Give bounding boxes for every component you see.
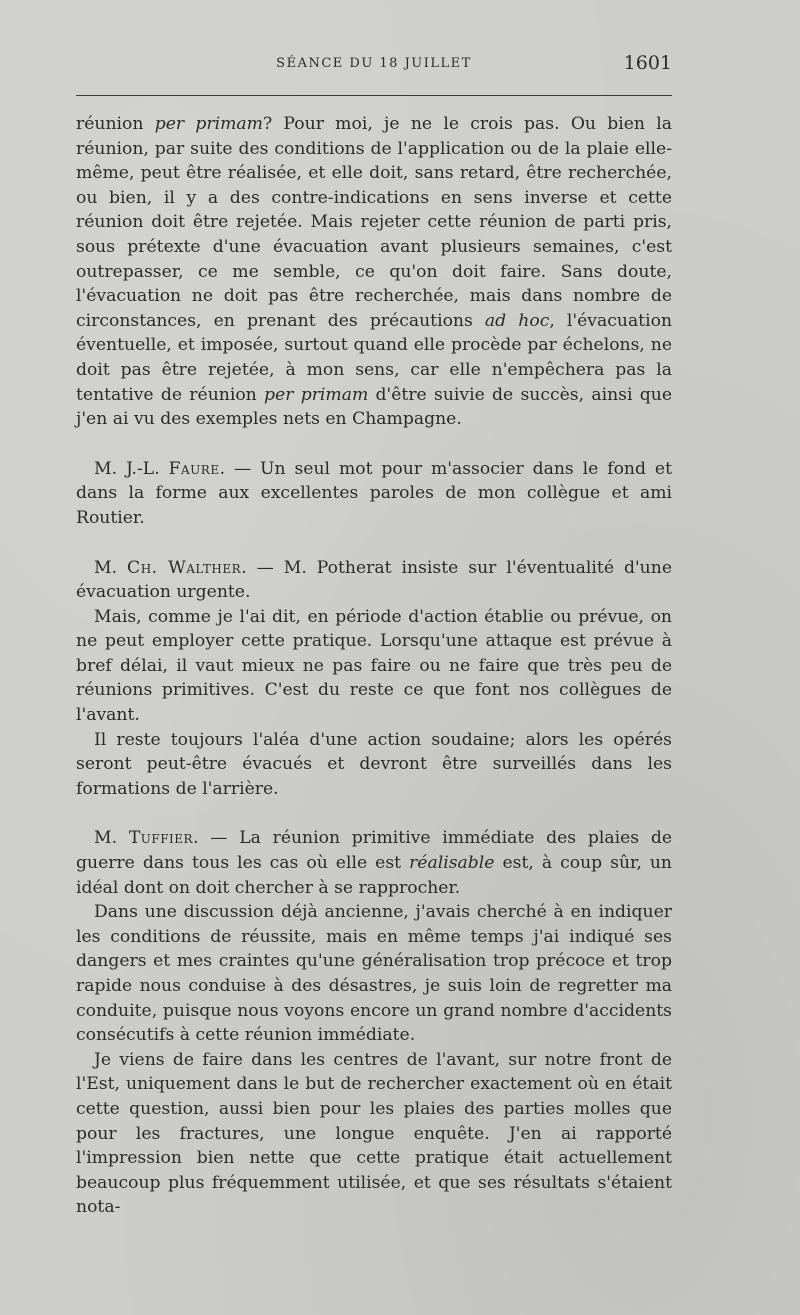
paragraph-walther <box>76 556 672 605</box>
speaker-name: Faure <box>168 458 220 479</box>
text-segment: Dans une discussion déjà ancienne, j'avais cherché à en indiquer les conditions de réussite, mais en même temps j'ai indiqué ses dangers et mes craintes qu'une généralisation trop précoce et trop rapide nous conduise à des désastres, je suis loin de regretter ma conduite, puisque nous voyons encore un grand nombre d'accidents consécutifs à cette réunion immédiate. <box>76 902 672 1046</box>
italic-text: ad hoc <box>484 310 550 331</box>
italic-text: per primam <box>264 384 369 405</box>
paragraph-continuation <box>76 112 672 432</box>
running-title: SÉANCE DU 18 JUILLET <box>276 56 472 71</box>
italic-text: réalisable <box>409 853 495 874</box>
paragraph-faure <box>76 457 672 531</box>
text-segment: M. <box>94 828 129 849</box>
text-segment: , l'évacuation éventuelle, et imposée, surtout quand elle procède par échelons, ne doit pas être rejetée, à mon sens, car elle n'empêchera pas la tentative de réunion <box>76 310 673 405</box>
text-segment: . — La réunion primitive immédiate des plaies de guerre dans tous les cas où elle est <box>76 828 673 874</box>
text-segment: Je viens de faire dans les centres de l'avant, sur notre front de l'Est, uniquement dans le but de rechercher exactement où en était cette question, aussi bien pour les plaies des parties molles que pour les fractures, une longue enquête. J'en ai rapporté l'impression bien nette que cette pratique était actuellement beaucoup plus fréquemment utilisée, et que ses résultats s'étaient nota- <box>76 1049 672 1218</box>
paragraph-tuffier-2 <box>76 900 672 1048</box>
page-number: 1601 <box>623 52 672 74</box>
speaker-name: Tuffier <box>128 828 194 849</box>
text-segment: Mais, comme je l'ai dit, en période d'action établie ou prévue, on ne peut employer cette pratique. Lorsqu'une attaque est prévue à bref délai, il vaut mieux ne pas faire ou ne faire que très peu de réunions primitives. C'est du reste ce que font nos collègues de l'avant. <box>76 606 672 726</box>
text-segment: . — Un seul mot pour m'associer dans le fond et dans la forme aux excellentes paroles de mon collègue et ami Routier. <box>76 458 672 528</box>
body-text <box>76 112 672 1220</box>
paragraph-tuffier-3 <box>76 1048 672 1220</box>
text-segment: M. <box>94 557 128 578</box>
text-segment: . — M. Potherat insiste sur l'éventualité d'une évacuation urgente. <box>76 557 672 603</box>
text-segment: réunion <box>76 114 155 134</box>
paragraph-walther-3 <box>76 728 672 802</box>
paragraph-tuffier <box>76 826 672 900</box>
text-segment: Il reste toujours l'aléa d'une action soudaine; alors les opérés seront peut-être évacués et devront être surveillés dans les formations de l'arrière. <box>76 729 672 799</box>
italic-text: per primam <box>154 114 263 134</box>
header-rule <box>76 95 672 96</box>
page-header <box>76 52 672 76</box>
text-segment: est, à coup sûr, un idéal dont on doit chercher à se rapprocher. <box>76 853 672 898</box>
paragraph-walther-2 <box>76 605 672 728</box>
speaker-name: Ch. Walther <box>127 557 242 578</box>
text-segment: ? Pour moi, je ne le crois pas. Ou bien la réunion, par suite des conditions de l'application ou de la plaie elle-même, peut être réalisée, et elle doit, sans retard, être recherchée, ou bien, il y a des contre-indications en sens inverse et cette réunion doit être rejetée. Mais rejeter cette réunion de parti pris, sous prétexte d'une évacuation avant plusieurs semaines, c'est outrepasser, ce me semble, ce qu'on doit faire. Sans doute, l'évacuation ne doit pas être recherchée, mais dans nombre de circonstances, en prenant des précautions <box>76 114 672 331</box>
text-segment: M. J.-L. <box>94 458 169 479</box>
text-segment: d'être suivie de succès, ainsi que j'en ai vu des exemples nets en Champagne. <box>76 384 673 430</box>
